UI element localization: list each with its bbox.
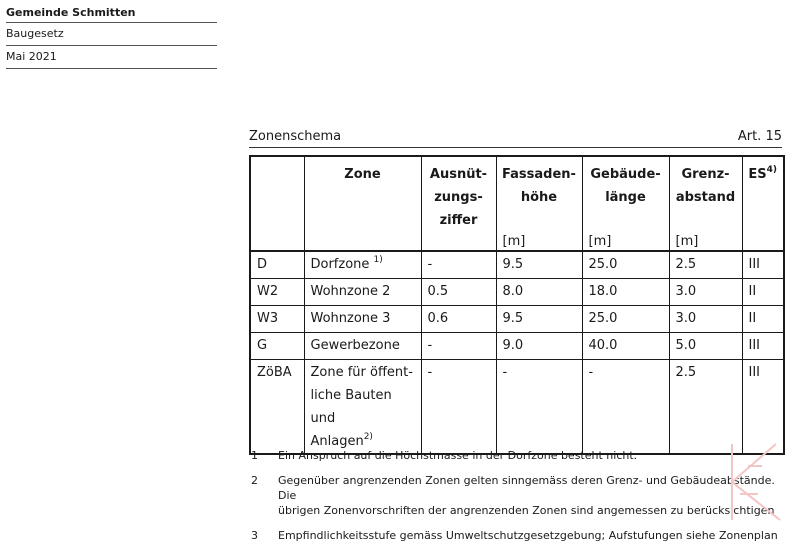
header-zone xyxy=(304,156,421,251)
header-fh-unit: [m] xyxy=(502,234,526,249)
cell-ga: 5.0 xyxy=(669,333,742,360)
cell-gl: - xyxy=(582,360,669,455)
cell-zone xyxy=(304,251,421,279)
article-number: Art. 15 xyxy=(737,129,782,144)
header-grenzabstand xyxy=(669,156,742,251)
footnote-text: Ein Anspruch auf die Höchstmasse in der Dorfzone besteht nicht. xyxy=(278,449,638,462)
cell-ga: 3.0 xyxy=(669,279,742,306)
cell-es: II xyxy=(742,279,784,306)
cell-code: ZöBA xyxy=(250,360,304,455)
header-es-note: 4) xyxy=(766,165,778,175)
cell-zone: Wohnzone 2 xyxy=(304,279,421,306)
footnote-number: 3 xyxy=(251,529,258,542)
cell-gl: 18.0 xyxy=(582,279,669,306)
cell-fh: 9.0 xyxy=(496,333,582,360)
header-gl-unit: [m] xyxy=(588,234,612,249)
header-az-line1: Ausnüt- xyxy=(429,167,488,182)
header-ga-unit: [m] xyxy=(675,234,699,249)
table-row xyxy=(250,279,784,306)
cell-code: W3 xyxy=(250,306,304,333)
header-fh-line1: Fassaden- xyxy=(502,167,576,182)
footnote-text: Empfindlichkeitsstufe gemäss Umweltschutzgesetzgebung; Aufstufungen siehe Zonenplan xyxy=(278,529,778,542)
cell-zone-line3-text: Anlagen xyxy=(310,434,364,449)
cell-az: 0.5 xyxy=(421,279,496,306)
table-row xyxy=(250,251,784,279)
header-fh-line2: höhe xyxy=(520,190,558,205)
footnote-item xyxy=(251,473,791,518)
document-date: Mai 2021 xyxy=(6,48,217,69)
municipality-name: Gemeinde Schmitten xyxy=(6,6,217,23)
cell-zone-line2: liche Bauten und xyxy=(310,388,392,426)
header-es xyxy=(742,156,784,251)
cell-zone-text: Dorfzone xyxy=(310,257,370,272)
footnote-ref: 1) xyxy=(373,255,383,265)
footnote-number: 2 xyxy=(251,474,258,487)
cell-es: III xyxy=(742,360,784,455)
table-row xyxy=(250,360,784,455)
footnote-item xyxy=(251,528,791,543)
cell-gl: 25.0 xyxy=(582,251,669,279)
cell-es: II xyxy=(742,306,784,333)
cell-zone: Gewerbezone xyxy=(304,333,421,360)
cell-fh: 9.5 xyxy=(496,251,582,279)
footnote-ref: 2) xyxy=(363,432,373,442)
header-gl-line2: länge xyxy=(605,190,646,205)
cell-es: III xyxy=(742,333,784,360)
table-row xyxy=(250,306,784,333)
header-az-line3: ziffer xyxy=(439,213,478,228)
cell-fh: 8.0 xyxy=(496,279,582,306)
header-es-label: ES xyxy=(748,167,767,182)
header-zone-label: Zone xyxy=(344,167,381,182)
table-row xyxy=(250,333,784,360)
header-ga-line1: Grenz- xyxy=(681,167,730,182)
cell-zone: Wohnzone 3 xyxy=(304,306,421,333)
cell-az: - xyxy=(421,333,496,360)
header-az-line2: zungs- xyxy=(434,190,483,205)
cell-ga: 2.5 xyxy=(669,251,742,279)
cell-gl: 40.0 xyxy=(582,333,669,360)
cell-code: G xyxy=(250,333,304,360)
footnote-item xyxy=(251,448,791,463)
cell-zone-line1: Zone für öffent- xyxy=(310,365,413,380)
header-fassadenhoehe xyxy=(496,156,582,251)
header-gl-line1: Gebäude- xyxy=(590,167,661,182)
footnote-text-line2: übrigen Zonenvorschriften der angrenzenden Zonen sind angemessen zu berücksichtigen xyxy=(278,504,775,517)
cell-az: - xyxy=(421,251,496,279)
header-ga-line2: abstand xyxy=(675,190,736,205)
footnotes xyxy=(251,448,791,553)
header-gebaeudelaenge xyxy=(582,156,669,251)
header-code xyxy=(250,156,304,251)
header-ausnuetzungsziffer xyxy=(421,156,496,251)
footnote-number: 1 xyxy=(251,449,258,462)
zone-table xyxy=(249,155,785,455)
watermark-logo xyxy=(718,436,790,526)
cell-ga: 3.0 xyxy=(669,306,742,333)
cell-zone xyxy=(304,360,421,455)
cell-code: W2 xyxy=(250,279,304,306)
cell-code: D xyxy=(250,251,304,279)
document-header xyxy=(6,6,217,69)
section-title: Zonenschema xyxy=(249,129,342,144)
footnote-text-line1: Gegenüber angrenzenden Zonen gelten sinngemäss deren Grenz- und Gebäudeabstände. Die xyxy=(278,474,775,502)
section-heading xyxy=(249,129,782,148)
cell-es: III xyxy=(742,251,784,279)
table-header-row xyxy=(250,156,784,251)
cell-fh: 9.5 xyxy=(496,306,582,333)
cell-fh: - xyxy=(496,360,582,455)
cell-az: - xyxy=(421,360,496,455)
cell-gl: 25.0 xyxy=(582,306,669,333)
cell-az: 0.6 xyxy=(421,306,496,333)
document-title: Baugesetz xyxy=(6,25,217,46)
cell-ga: 2.5 xyxy=(669,360,742,455)
